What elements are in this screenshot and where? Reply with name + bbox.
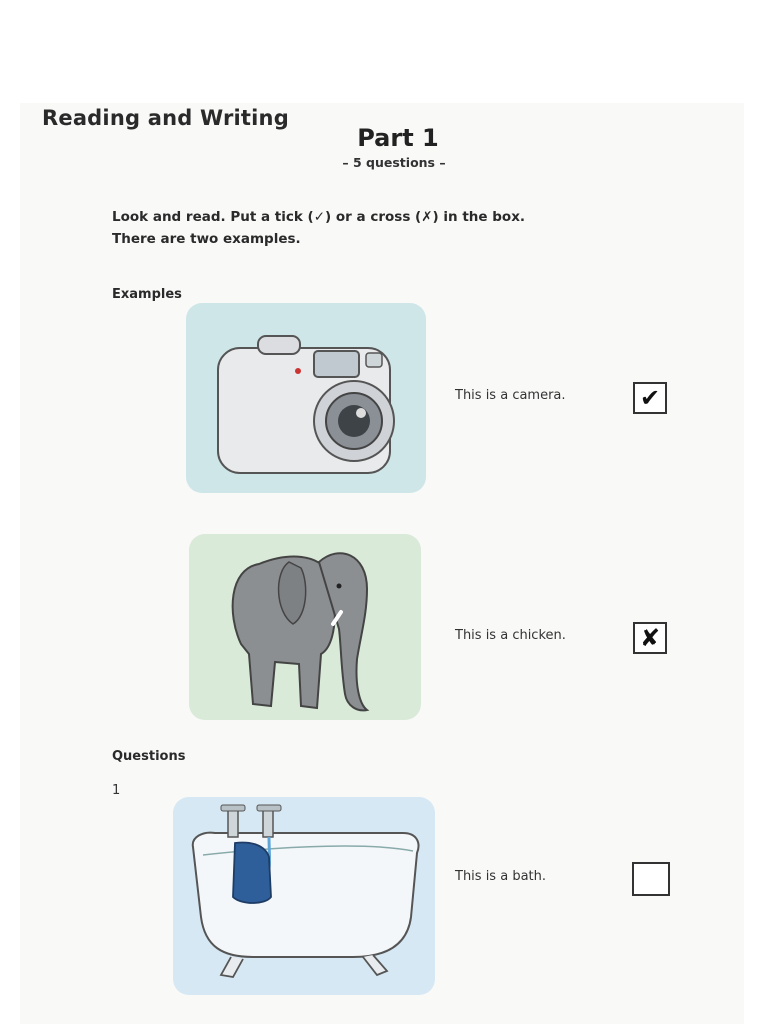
instruction-line-1: Look and read. Put a tick (✓) or a cross (✗) in the box. [112,209,526,225]
question-1-sentence: This is a bath. [455,869,546,884]
example-2-answer-box [633,622,667,654]
camera-icon [186,303,426,493]
instruction-line-2: There are two examples. [112,231,301,247]
section-title: Reading and Writing [42,106,289,130]
question-1-answer-box[interactable] [632,862,670,896]
elephant-icon [189,534,421,720]
tick-mark: ✔ [639,384,661,412]
questions-heading: Questions [112,749,186,764]
example-1-answer-box [633,382,667,414]
bath-icon [173,797,435,995]
part-title: Part 1 [357,124,439,152]
part-subtitle: – 5 questions – [342,155,446,170]
instructions [112,206,632,250]
example-1-sentence: This is a camera. [455,388,566,403]
examples-heading: Examples [112,287,182,302]
elephant-picture [189,534,421,720]
example-2-sentence: This is a chicken. [455,628,566,643]
camera-picture [186,303,426,493]
cross-mark: ✘ [639,624,661,652]
question-1-number: 1 [112,783,121,798]
bath-picture [173,797,435,995]
